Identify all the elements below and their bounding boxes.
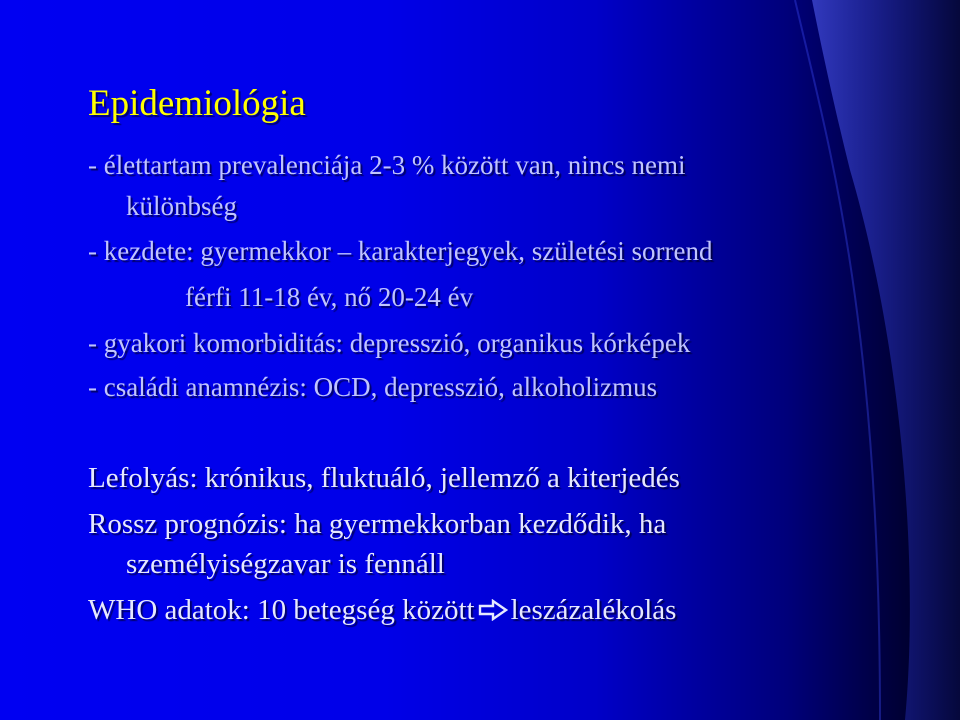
paragraph-prognosis-cont: személyiségzavar is fennáll [126, 548, 445, 580]
right-arrow-icon [478, 599, 508, 621]
paragraph-course: Lefolyás: krónikus, fluktuáló, jellemző a kiterjedés [88, 462, 680, 494]
who-prefix: WHO adatok: 10 betegség között [88, 594, 475, 626]
bullet-prevalence-cont: különbség [126, 191, 237, 221]
slide-title: Epidemiológia [88, 83, 306, 124]
bullet-comorbidity: - gyakori komorbiditás: depresszió, organikus kórképek [88, 328, 691, 358]
bullet-family-history: - családi anamnézis: OCD, depresszió, alkoholizmus [88, 372, 658, 402]
paragraph-prognosis: Rossz prognózis: ha gyermekkorban kezdődik, ha [88, 508, 667, 540]
bullet-onset-ages: férfi 11-18 év, nő 20-24 év [185, 282, 474, 312]
bullet-onset: - kezdete: gyermekkor – karakterjegyek, születési sorrend [88, 236, 713, 266]
bullet-prevalence: - élettartam prevalenciája 2-3 % között van, nincs nemi [88, 150, 686, 180]
who-suffix: leszázalékolás [510, 594, 677, 626]
paragraph-who [88, 594, 676, 627]
